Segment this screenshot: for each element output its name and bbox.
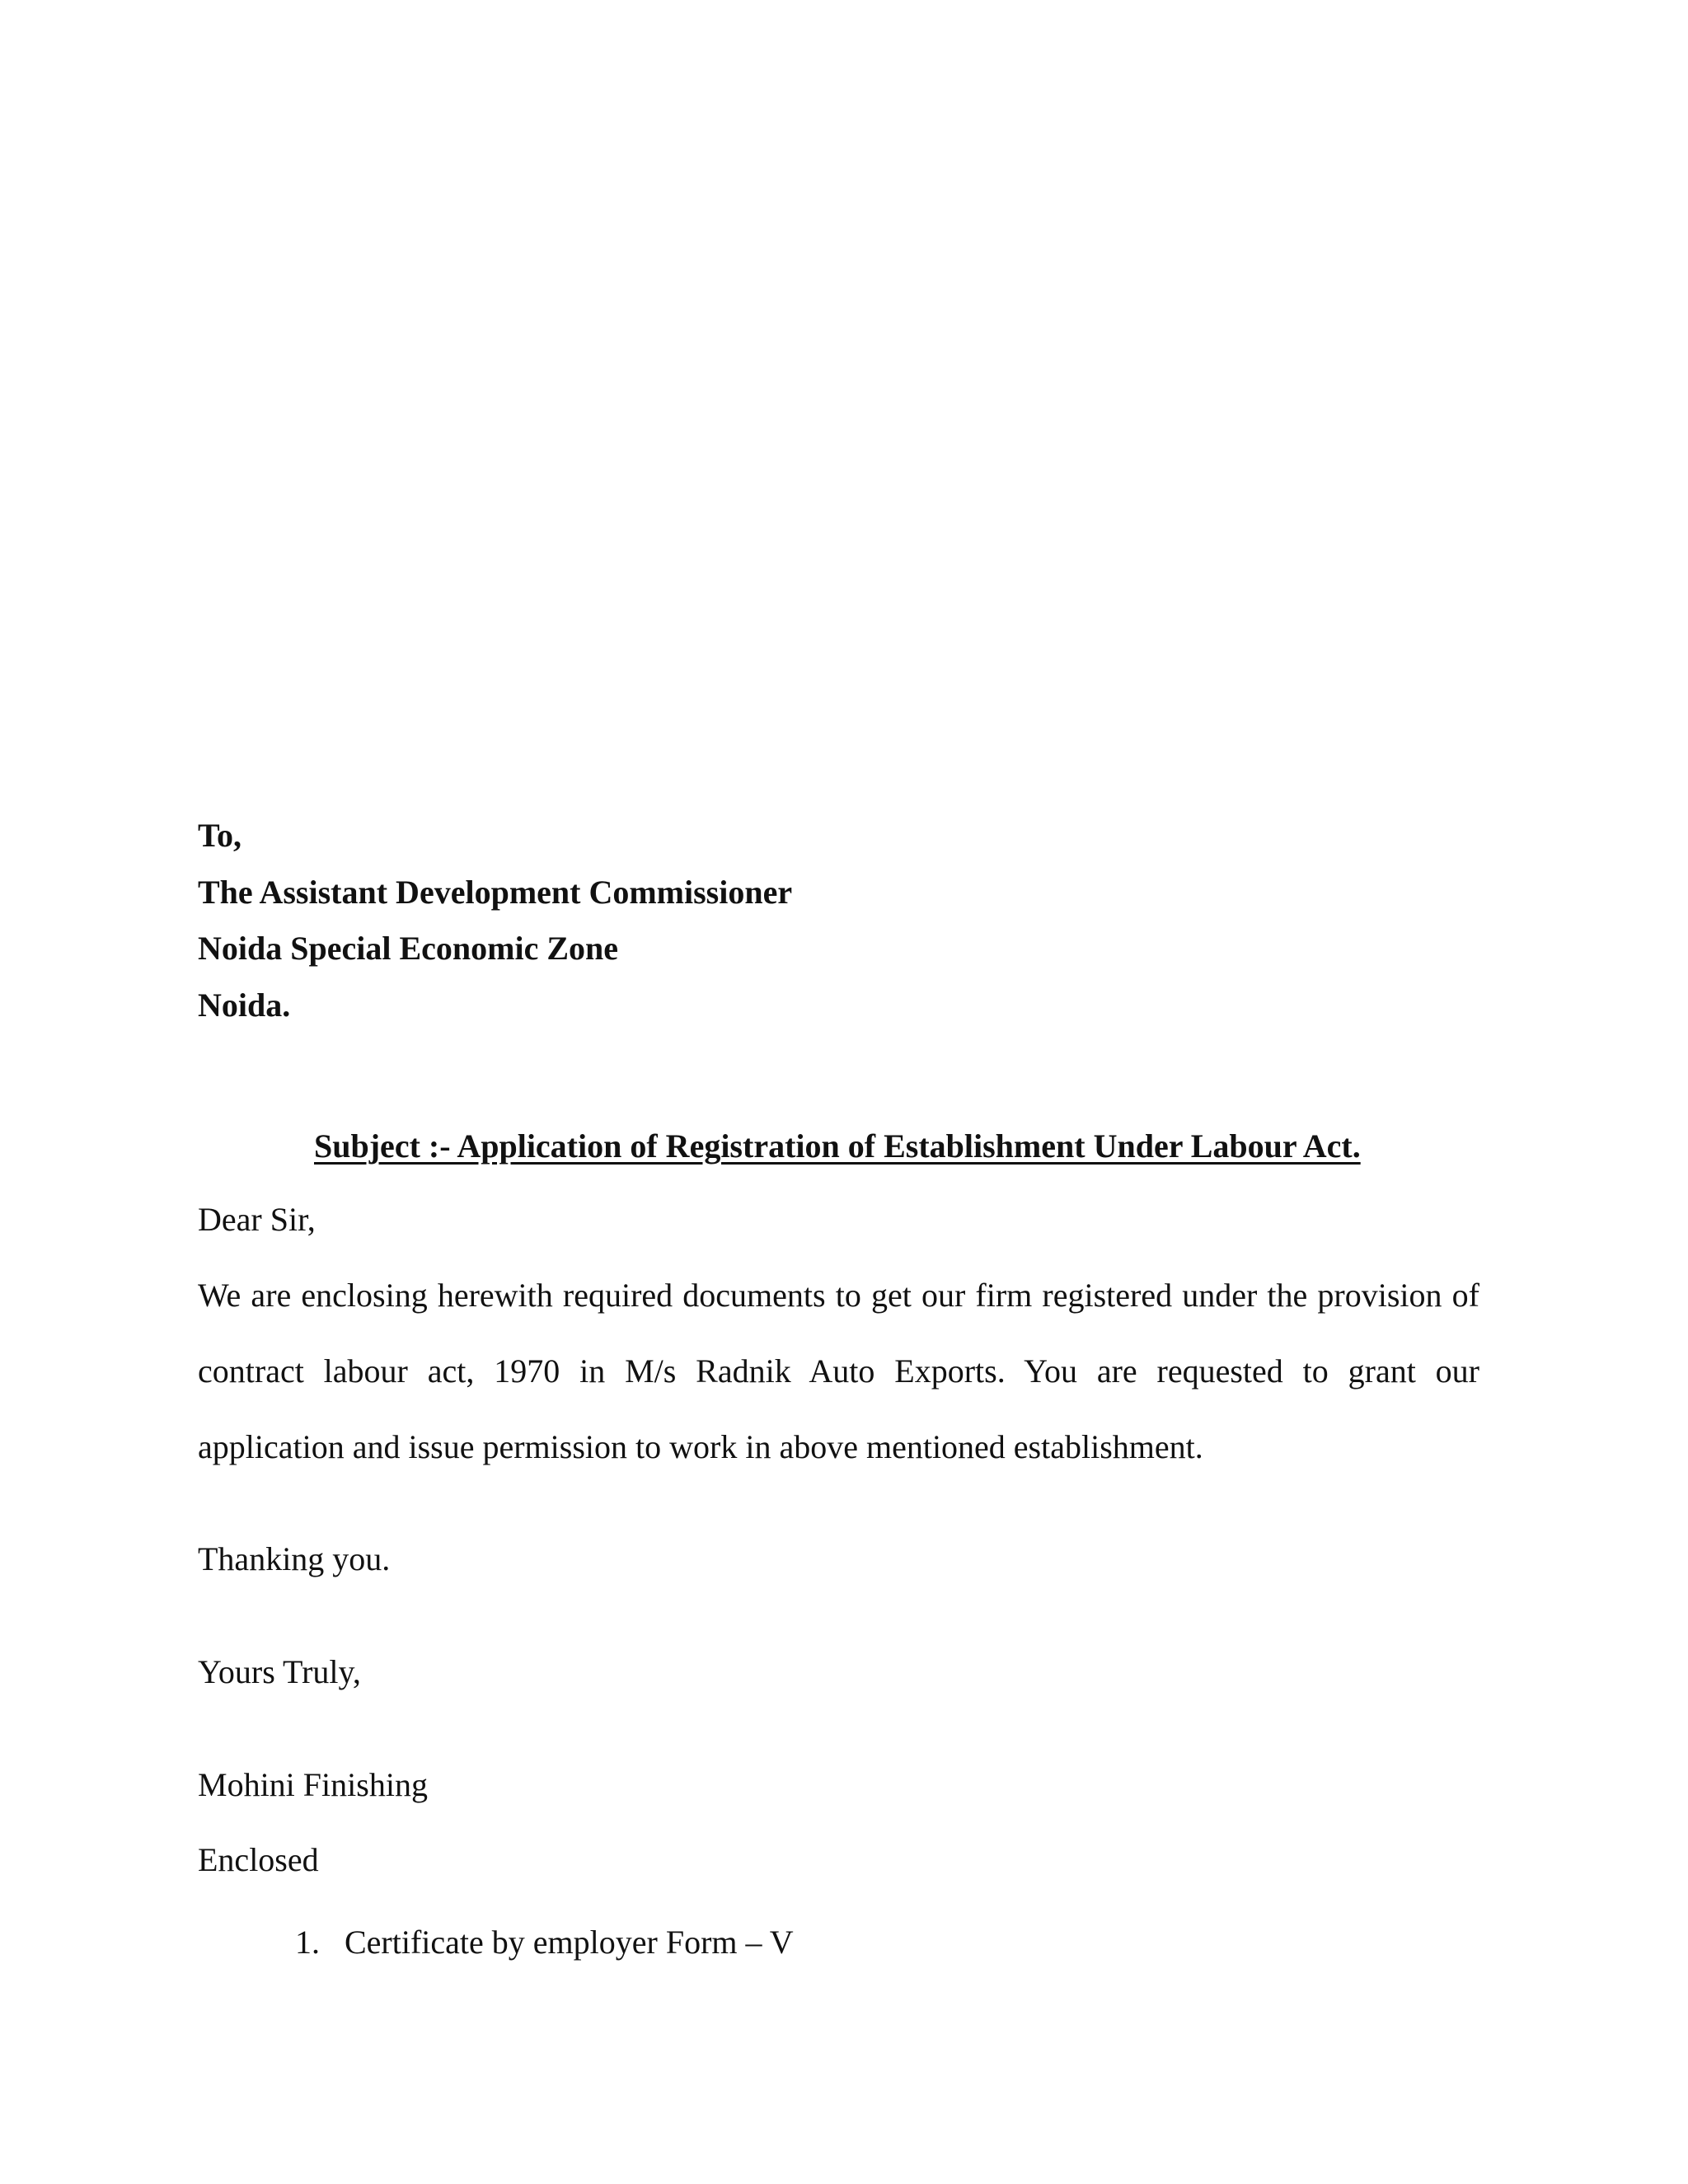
enclosed-label: Enclosed	[198, 1841, 319, 1878]
enclosure-item: Certificate by employer Form – V	[345, 1924, 794, 1961]
greeting: Dear Sir,	[198, 1201, 316, 1238]
enclosure-number: 1.	[295, 1924, 320, 1961]
body-line-2: contract labour act, 1970 in M/s Radnik Auto Exports. You are requested to grant our	[198, 1352, 1479, 1390]
subject-line: Subject :- Application of Registration of Establishment Under Labour Act.	[314, 1127, 1361, 1165]
sender-name: Mohini Finishing	[198, 1766, 428, 1803]
closing-line: Yours Truly,	[198, 1653, 361, 1690]
recipient-title: The Assistant Development Commissioner	[198, 874, 793, 911]
thanks-line: Thanking you.	[198, 1540, 391, 1577]
body-line-1: We are enclosing herewith required documents to get our firm registered under the provision of	[198, 1277, 1479, 1314]
body-line-3: application and issue permission to work in above mentioned establishment.	[198, 1428, 1203, 1465]
recipient-organization: Noida Special Economic Zone	[198, 930, 619, 967]
recipient-city: Noida.	[198, 987, 291, 1024]
salutation-to: To,	[198, 817, 242, 854]
